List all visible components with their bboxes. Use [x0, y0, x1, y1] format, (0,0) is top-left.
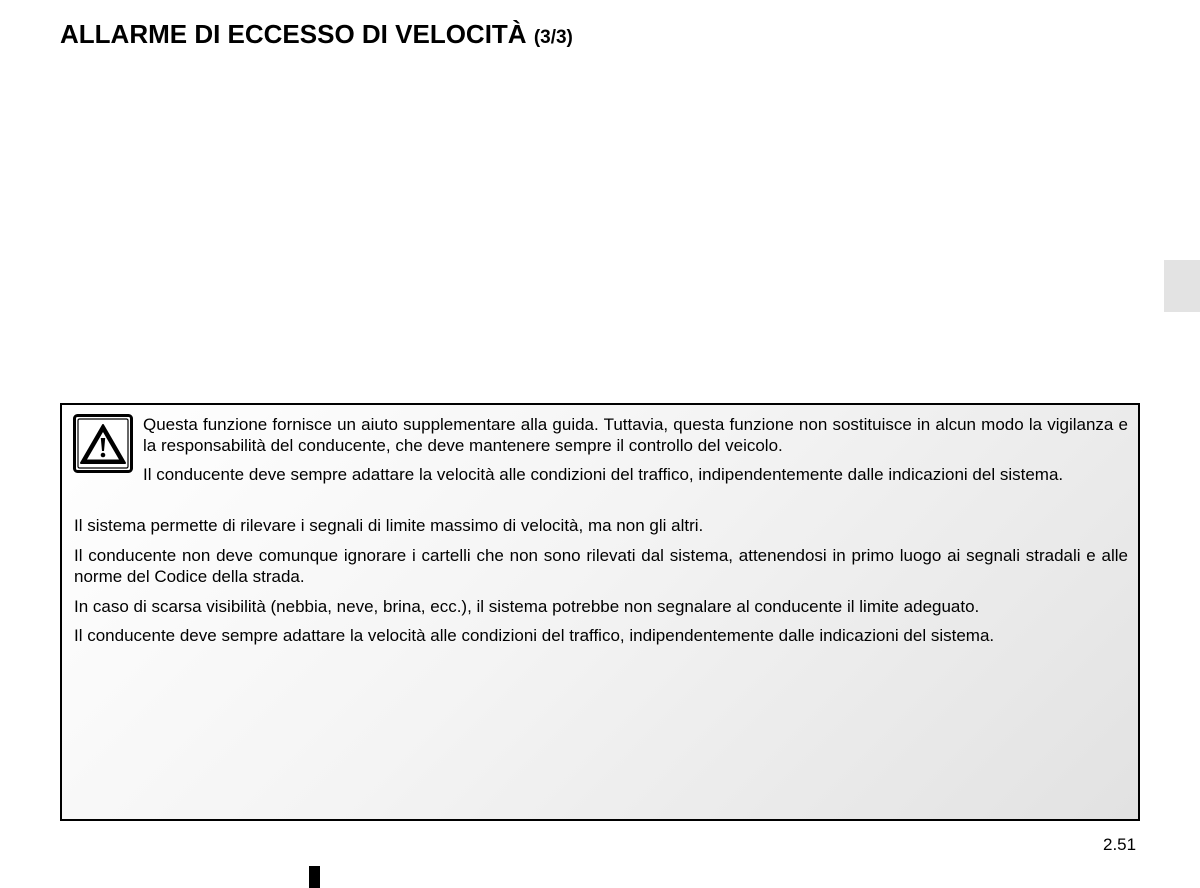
warning-paragraph-4: Il conducente non deve comunque ignorare i cartelli che non sono rilevati dal sistema, attenendosi in primo luogo ai segnali stradali e alle norme del Codice della strada. [74, 546, 1128, 586]
warning-paragraph-3: Il sistema permette di rilevare i segnali di limite massimo di velocità, ma non gli altri. [74, 516, 704, 535]
warning-box [60, 403, 1140, 821]
warning-paragraph-5: In caso di scarsa visibilità (nebbia, neve, brina, ecc.), il sistema potrebbe non segnalare al conducente il limite adeguato. [74, 597, 980, 616]
page-title [60, 19, 573, 50]
warning-paragraph-2: Il conducente deve sempre adattare la velocità alle condizioni del traffico, indipendentemente dalle indicazioni del sistema. [143, 465, 1064, 484]
warning-paragraph-6: Il conducente deve sempre adattare la velocità alle condizioni del traffico, indipendentemente dalle indicazioni del sistema. [74, 626, 995, 645]
chapter-side-tab [1164, 260, 1200, 312]
crop-mark [309, 866, 320, 888]
page-title-text: ALLARME DI ECCESSO DI VELOCITÀ [60, 19, 527, 49]
warning-triangle-icon [73, 414, 133, 473]
warning-paragraph-1: Questa funzione fornisce un aiuto supplementare alla guida. Tuttavia, questa funzione non sostituisce in alcun modo la vigilanza e la responsabilità del conducente, che deve mantenere sempre il controllo del veicolo. [143, 415, 1128, 455]
page-number: 2.51 [1103, 835, 1137, 854]
page-title-part: (3/3) [533, 27, 573, 48]
